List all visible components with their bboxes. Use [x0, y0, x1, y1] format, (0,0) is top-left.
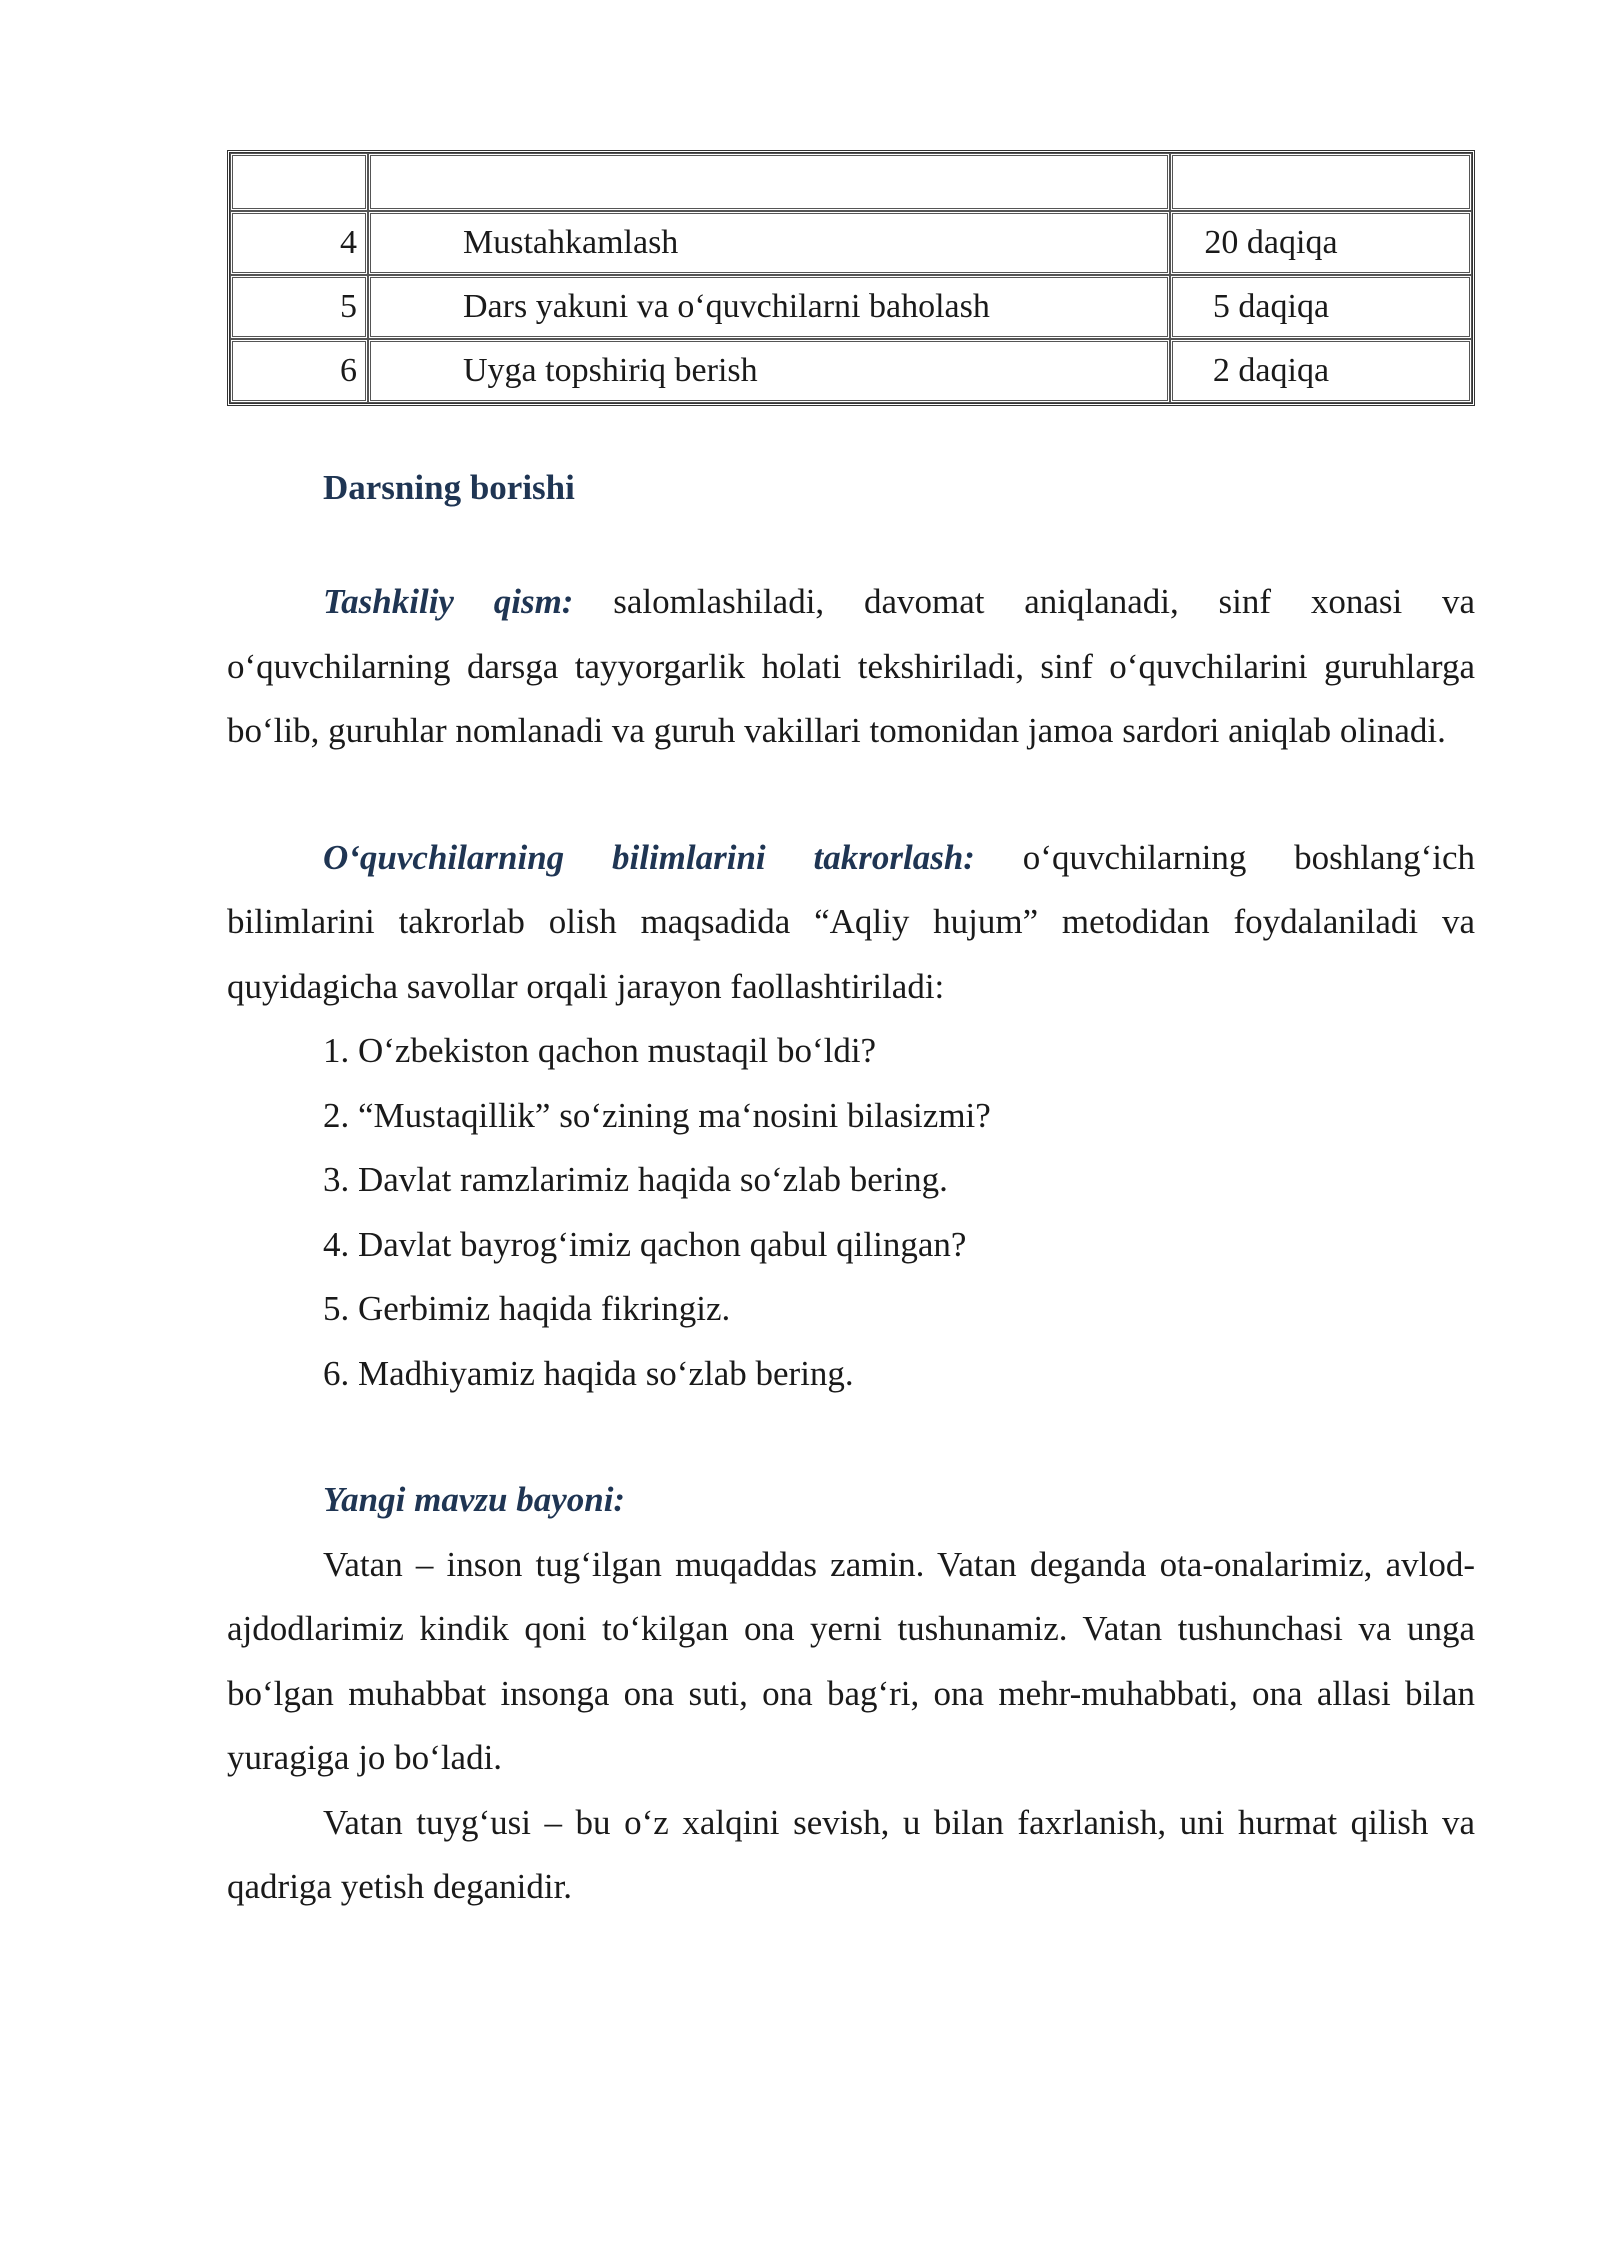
table-row — [230, 339, 1472, 403]
stage-name: Mustahkamlash — [368, 211, 1170, 275]
list-item: 1. O‘zbekiston qachon mustaqil bo‘ldi? — [323, 1031, 877, 1070]
review-paragraph — [227, 826, 1475, 1020]
stage-duration: 5 daqiqa — [1170, 275, 1472, 339]
new-topic-paragraph: Vatan – inson tug‘ilgan muqaddas zamin. Vatan deganda ota-onalarimiz, avlod-ajdodlarimiz kindik qoni to‘kilgan ona yerni tushunamiz. Vatan tushunchasi va unga bo‘lgan muhabbat insonga ona suti, ona bag‘ri, ona mehr-muhabbati, ona allasi bilan yuragiga jo bo‘ladi. — [227, 1544, 1475, 1777]
review-text: o‘quvchilarning boshlang‘ich bilimlarini takrorlab olish maqsadida “Aqliy hujum” metodidan foydalaniladi va quyidagicha savollar orqali jarayon faollashtiriladi: — [227, 837, 1475, 1006]
stage-name — [368, 153, 1170, 211]
new-topic-paragraph: Vatan tuyg‘usi – bu o‘z xalqini sevish, u bilan faxrlanish, uni hurmat qilish va qadriga yetish deganidir. — [227, 1802, 1475, 1906]
new-topic-heading: Yangi mavzu bayoni: — [323, 1480, 626, 1519]
stage-duration: 2 daqiqa — [1170, 339, 1472, 403]
stage-duration — [1170, 153, 1472, 211]
table-row — [230, 153, 1472, 211]
list-item: 3. Davlat ramzlarimiz haqida so‘zlab bering. — [323, 1160, 948, 1199]
document-page — [227, 150, 1475, 1920]
review-label: O‘quvchilarning bilimlarini takrorlash: — [323, 837, 975, 877]
row-number: 5 — [230, 275, 368, 339]
table-row — [230, 211, 1472, 275]
organizational-paragraph — [227, 570, 1475, 764]
stage-name: Uyga topshiriq berish — [368, 339, 1170, 403]
lesson-schedule-table — [227, 150, 1475, 406]
stage-name: Dars yakuni va o‘quvchilarni baholash — [368, 275, 1170, 339]
table-row — [230, 275, 1472, 339]
question-list — [227, 1019, 1475, 1406]
stage-duration: 20 daqiqa — [1170, 211, 1472, 275]
list-item: 5. Gerbimiz haqida fikringiz. — [323, 1289, 731, 1328]
list-item: 2. “Mustaqillik” so‘zining ma‘nosini bilasizmi? — [323, 1095, 991, 1135]
row-number: 6 — [230, 339, 368, 403]
organizational-text: salomlashiladi, davomat aniqlanadi, sinf xonasi va o‘quvchilarning darsga tayyorgarlik holati tekshiriladi, sinf o‘quvchilarini guruhlarga bo‘lib, guruhlar nomlanadi va guruh vakillari tomonidan jamoa sardori aniqlab olinadi. — [227, 582, 1476, 750]
row-number — [230, 153, 368, 211]
list-item: 4. Davlat bayrog‘imiz qachon qabul qilingan? — [323, 1224, 967, 1264]
row-number: 4 — [230, 211, 368, 275]
organizational-label: Tashkiliy qism: — [323, 582, 574, 621]
list-item: 6. Madhiyamiz haqida so‘zlab bering. — [323, 1353, 854, 1393]
section-heading: Darsning borishi — [323, 468, 575, 507]
